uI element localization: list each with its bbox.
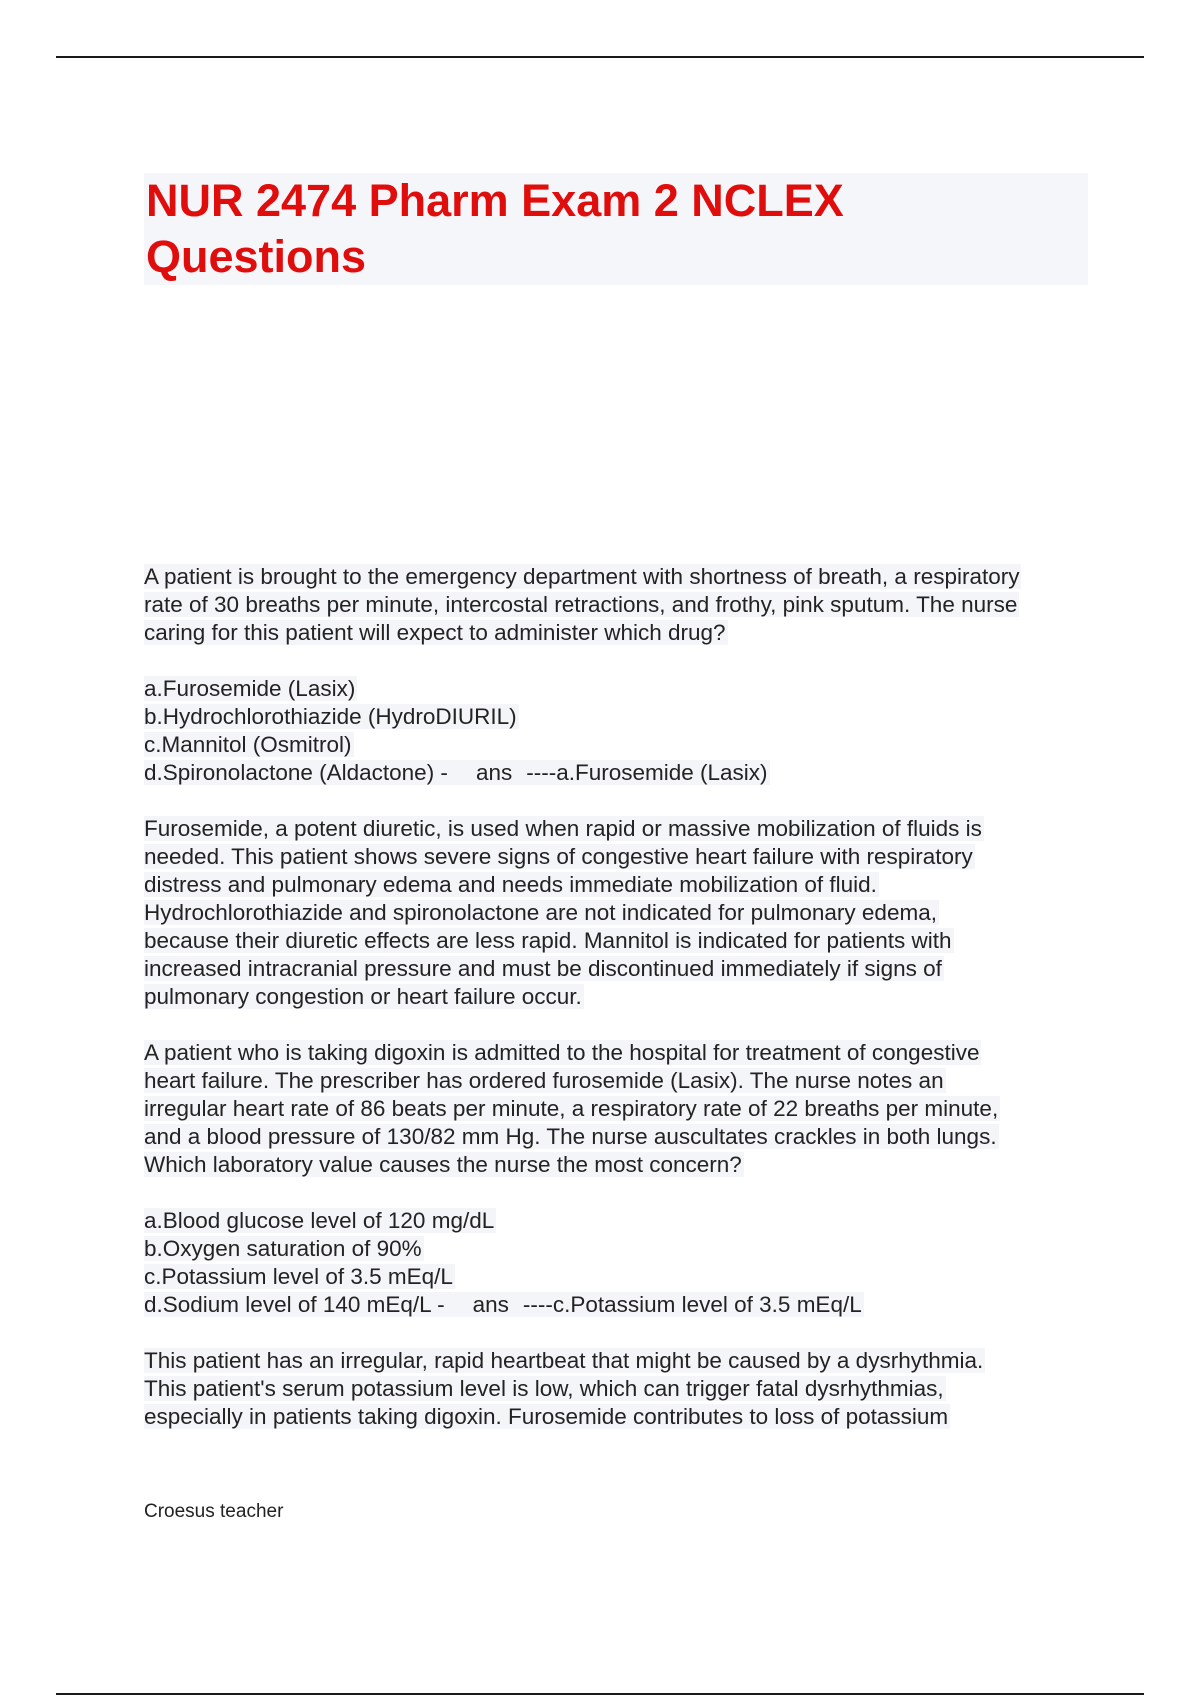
stem-line: A patient is brought to the emergency department with shortness of breath, a respiratory bbox=[144, 564, 1020, 589]
question-stem bbox=[144, 563, 1088, 647]
answer-options bbox=[144, 1207, 1088, 1319]
footer-author: Croesus teacher bbox=[144, 1501, 284, 1522]
title-block bbox=[144, 173, 1088, 285]
rationale-line: because their diuretic effects are less rapid. Mannitol is indicated for patients with bbox=[144, 928, 952, 953]
rationale-line: Hydrochlorothiazide and spironolactone are not indicated for pulmonary edema, bbox=[144, 900, 937, 925]
answer-line bbox=[144, 760, 770, 785]
document-title bbox=[144, 173, 1088, 285]
option-item: a.Furosemide (Lasix) bbox=[144, 676, 356, 701]
option-item: a.Blood glucose level of 120 mg/dL bbox=[144, 1208, 495, 1233]
rationale-line: needed. This patient shows severe signs of congestive heart failure with respiratory bbox=[144, 844, 973, 869]
answer-line bbox=[144, 1292, 864, 1317]
header-rule bbox=[56, 56, 1144, 58]
rationale-line: distress and pulmonary edema and needs immediate mobilization of fluid. bbox=[144, 872, 877, 897]
rationale-line: This patient's serum potassium level is low, which can trigger fatal dysrhythmias, bbox=[144, 1376, 944, 1401]
question-stem bbox=[144, 1039, 1088, 1179]
answer-tag: ans bbox=[472, 1292, 509, 1317]
option-item: c.Mannitol (Osmitrol) bbox=[144, 732, 352, 757]
stem-line: A patient who is taking digoxin is admitted to the hospital for treatment of congestive bbox=[144, 1040, 980, 1065]
rationale bbox=[144, 1347, 1088, 1431]
document-body bbox=[144, 563, 1088, 1459]
rationale-line: especially in patients taking digoxin. Furosemide contributes to loss of potassium bbox=[144, 1404, 949, 1429]
option-item: d.Spironolactone (Aldactone) - bbox=[144, 760, 448, 785]
stem-line: and a blood pressure of 130/82 mm Hg. The nurse auscultates crackles in both lungs. bbox=[144, 1124, 997, 1149]
stem-line: rate of 30 breaths per minute, intercostal retractions, and frothy, pink sputum. The nurse bbox=[144, 592, 1018, 617]
stem-line: heart failure. The prescriber has ordered furosemide (Lasix). The nurse notes an bbox=[144, 1068, 944, 1093]
option-item: b.Hydrochlorothiazide (HydroDIURIL) bbox=[144, 704, 517, 729]
stem-line: Which laboratory value causes the nurse the most concern? bbox=[144, 1152, 742, 1177]
rationale-line: Furosemide, a potent diuretic, is used when rapid or massive mobilization of fluids is bbox=[144, 816, 982, 841]
rationale-line: pulmonary congestion or heart failure occur. bbox=[144, 984, 582, 1009]
answer-tag: ans bbox=[475, 760, 513, 785]
rationale bbox=[144, 815, 1088, 1011]
title-line: NUR 2474 Pharm Exam 2 NCLEX bbox=[146, 175, 844, 226]
footer-rule bbox=[56, 1693, 1144, 1695]
rationale-line: This patient has an irregular, rapid heartbeat that might be caused by a dysrhythmia. bbox=[144, 1348, 984, 1373]
answer-value: ----a.Furosemide (Lasix) bbox=[526, 760, 768, 785]
answer-options bbox=[144, 675, 1088, 787]
answer-value: ----c.Potassium level of 3.5 mEq/L bbox=[522, 1292, 862, 1317]
title-line: Questions bbox=[146, 231, 367, 282]
option-item: b.Oxygen saturation of 90% bbox=[144, 1236, 422, 1261]
rationale-line: increased intracranial pressure and must be discontinued immediately if signs of bbox=[144, 956, 942, 981]
stem-line: irregular heart rate of 86 beats per minute, a respiratory rate of 22 breaths per minute, bbox=[144, 1096, 999, 1121]
option-item: d.Sodium level of 140 mEq/L - bbox=[144, 1292, 445, 1317]
option-item: c.Potassium level of 3.5 mEq/L bbox=[144, 1264, 453, 1289]
stem-line: caring for this patient will expect to administer which drug? bbox=[144, 620, 726, 645]
